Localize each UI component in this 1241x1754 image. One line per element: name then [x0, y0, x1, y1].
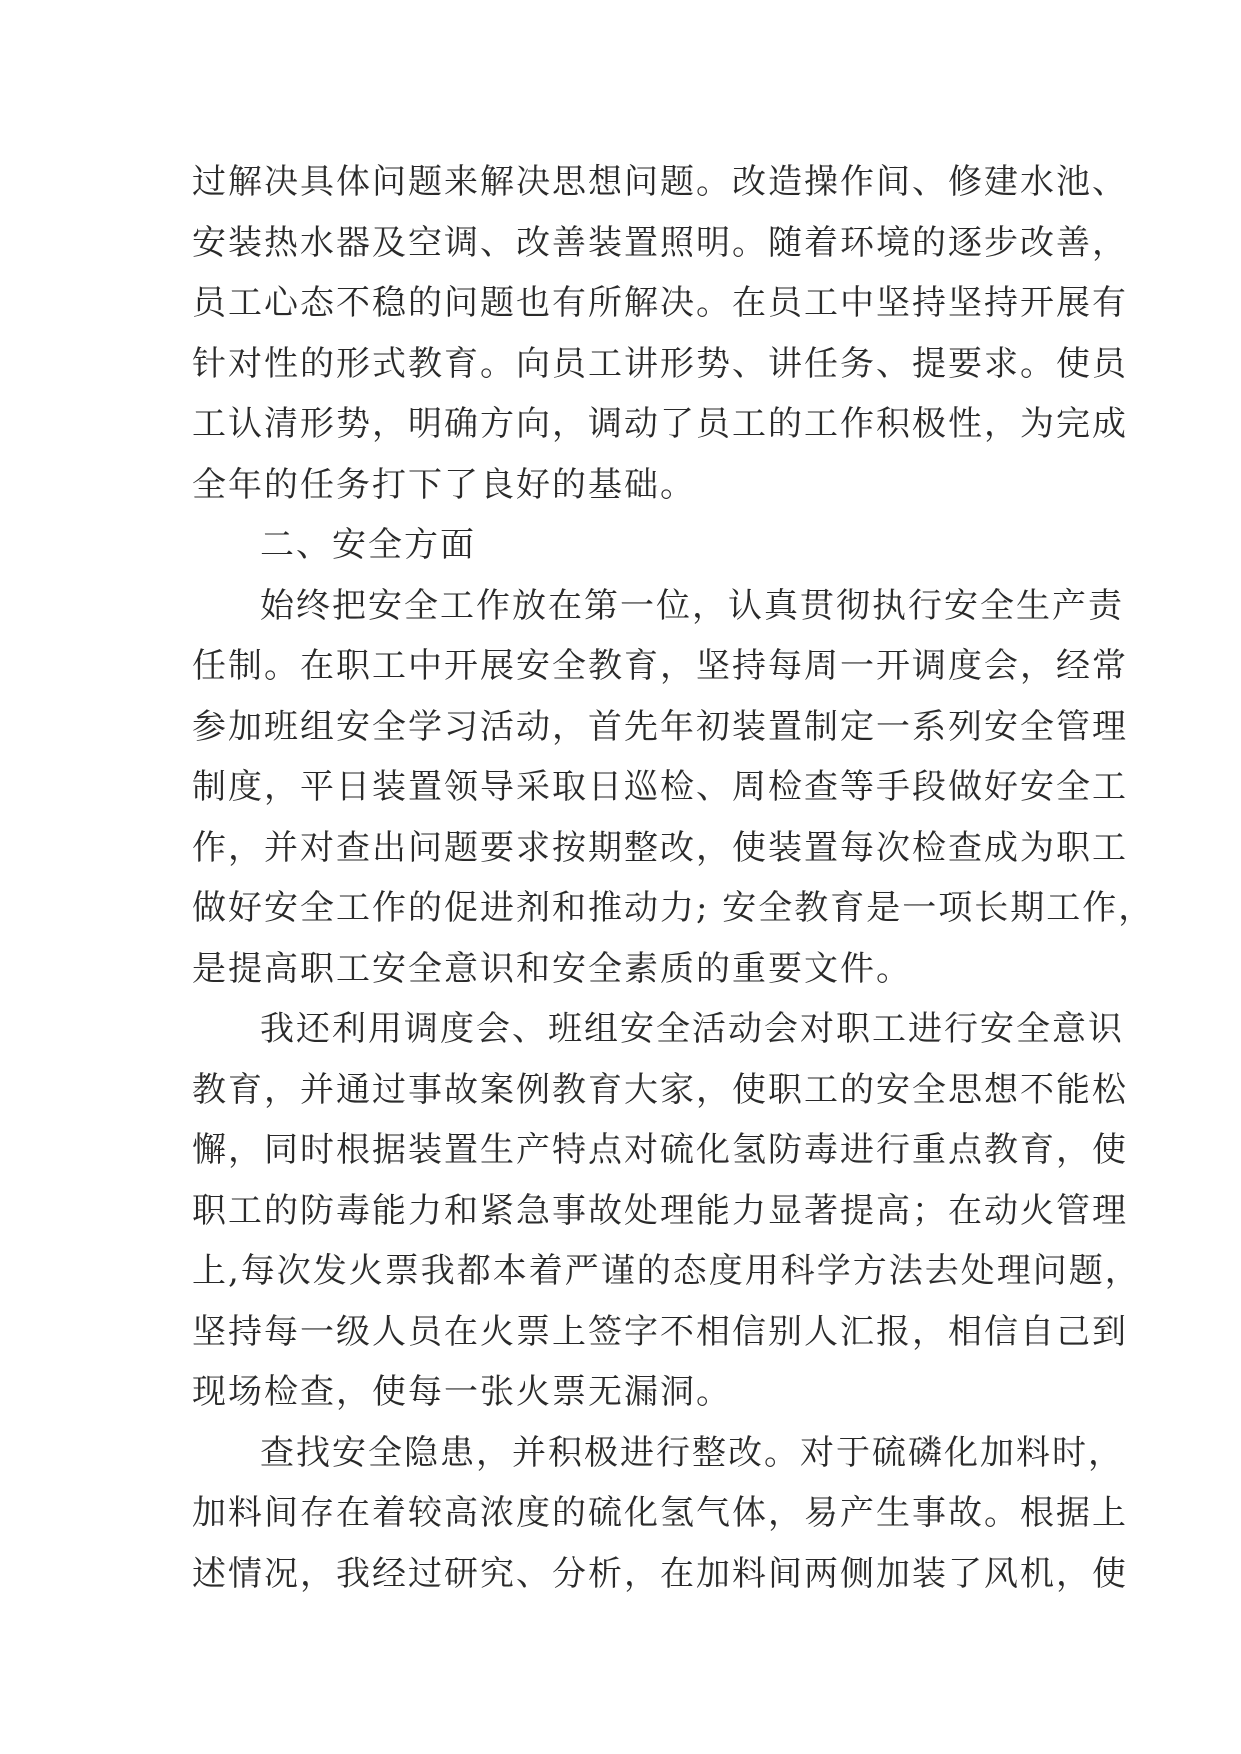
document-body [192, 152, 1155, 1604]
text-line: 全年的任务打下了良好的基础。 [192, 464, 696, 505]
text-line: 制度，平日装置领导采取日巡检、周检查等手段做好安全工 [192, 767, 1128, 807]
text-line: 二、安全方面 [260, 525, 476, 565]
text-line: 过解决具体问题来解决思想问题。改造操作间、修建水池、 [192, 162, 1128, 202]
text-line: 工认清形势，明确方向，调动了员工的工作积极性，为完成 [192, 404, 1128, 444]
text-line: 做好安全工作的促进剂和推动力; 安全教育是一项长期工作， [192, 888, 1155, 928]
text-line: 针对性的形式教育。向员工讲形势、讲任务、提要求。使员 [192, 343, 1128, 384]
text-line: 懈，同时根据装置生产特点对硫化氢防毒进行重点教育，使 [192, 1130, 1128, 1170]
text-line: 职工的防毒能力和紧急事故处理能力显著提高；在动火管理 [192, 1190, 1128, 1231]
text-line: 述情况，我经过研究、分析，在加料间两侧加装了风机，使 [192, 1553, 1128, 1594]
text-line: 坚持每一级人员在火票上签字不相信别人汇报，相信自己到 [192, 1311, 1128, 1352]
text-line: 查找安全隐患，并积极进行整改。对于硫磷化加料时， [260, 1432, 1124, 1473]
text-line: 教育，并通过事故案例教育大家，使职工的安全思想不能松 [192, 1069, 1128, 1110]
text-line: 任制。在职工中开展安全教育，坚持每周一开调度会，经常 [192, 646, 1128, 686]
text-line: 上,每次发火票我都本着严谨的态度用科学方法去处理问题， [192, 1251, 1141, 1291]
text-line: 员工心态不稳的问题也有所解决。在员工中坚持坚持开展有 [192, 283, 1128, 323]
text-line: 是提高职工安全意识和安全素质的重要文件。 [192, 948, 912, 989]
text-line: 始终把安全工作放在第一位，认真贯彻执行安全生产责 [260, 585, 1124, 626]
text-line: 加料间存在着较高浓度的硫化氢气体，易产生事故。根据上 [192, 1493, 1128, 1533]
text-line: 现场检查，使每一张火票无漏洞。 [192, 1372, 732, 1412]
text-line: 作，并对查出问题要求按期整改，使装置每次检查成为职工 [192, 827, 1128, 868]
text-line: 安装热水器及空调、改善装置照明。随着环境的逐步改善， [192, 222, 1128, 263]
text-line: 参加班组安全学习活动，首先年初装置制定一系列安全管理 [192, 706, 1128, 747]
text-line: 我还利用调度会、班组安全活动会对职工进行安全意识 [260, 1009, 1124, 1049]
